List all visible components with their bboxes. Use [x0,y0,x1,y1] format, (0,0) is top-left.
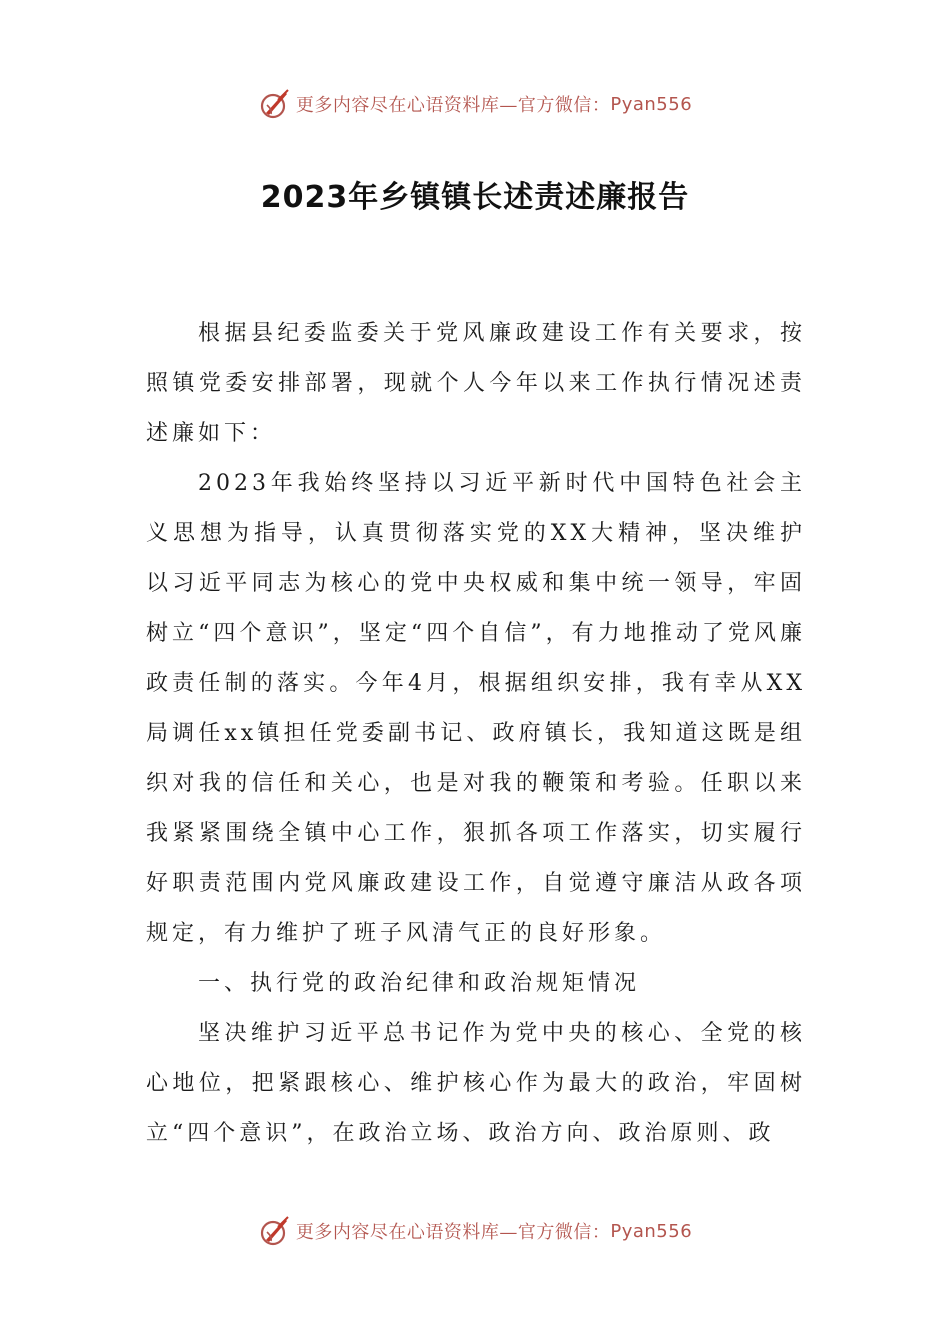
document-body [146,309,806,1159]
footer-watermark [0,1211,950,1251]
watermark-text: 更多内容尽在心语资料库—官方微信： [295,1222,611,1243]
paragraph-summary: 2023年我始终坚持以习近平新时代中国特色社会主义思想为指导，认真贯彻落实党的XX大精神，坚决维护以习近平同志为核心的党中央权威和集中统一领导，牢固树立“四个意识”，坚定“四个自信”，有力地推动了党风廉政责任制的落实。今年4月，根据组织安排，我有幸从XX局调任xx镇担任党委副书记、政府镇长，我知道这既是组织对我的信任和关心，也是对我的鞭策和考验。任职以来我紧紧围绕全镇中心工作，狠抓各项工作落实，切实履行好职责范围内党风廉政建设工作，自觉遵守廉洁从政各项规定，有力维护了班子风清气正的良好形象。 [146,471,806,946]
document-title: 2023年乡镇镇长述责述廉报告 [260,180,690,215]
paragraph-intro: 根据县纪委监委关于党风廉政建设工作有关要求，按照镇党委安排部署，现就个人今年以来工作执行情况述责述廉如下： [146,321,806,446]
paragraph-section-1: 坚决维护习近平总书记作为党中央的核心、全党的核心地位，把紧跟核心、维护核心作为最大的政治，牢固树立“四个意识”，在政治立场、政治方向、政治原则、政 [146,1021,806,1146]
watermark-wechat-id: Pyan556 [610,93,693,115]
header-watermark [0,84,950,124]
watermark-wechat-id: Pyan556 [610,1220,693,1242]
quill-logo-icon [258,1214,292,1248]
section-heading-1: 一、执行党的政治纪律和政治规矩情况 [198,971,641,996]
watermark-text: 更多内容尽在心语资料库—官方微信： [295,95,611,116]
quill-logo-icon [258,87,292,121]
